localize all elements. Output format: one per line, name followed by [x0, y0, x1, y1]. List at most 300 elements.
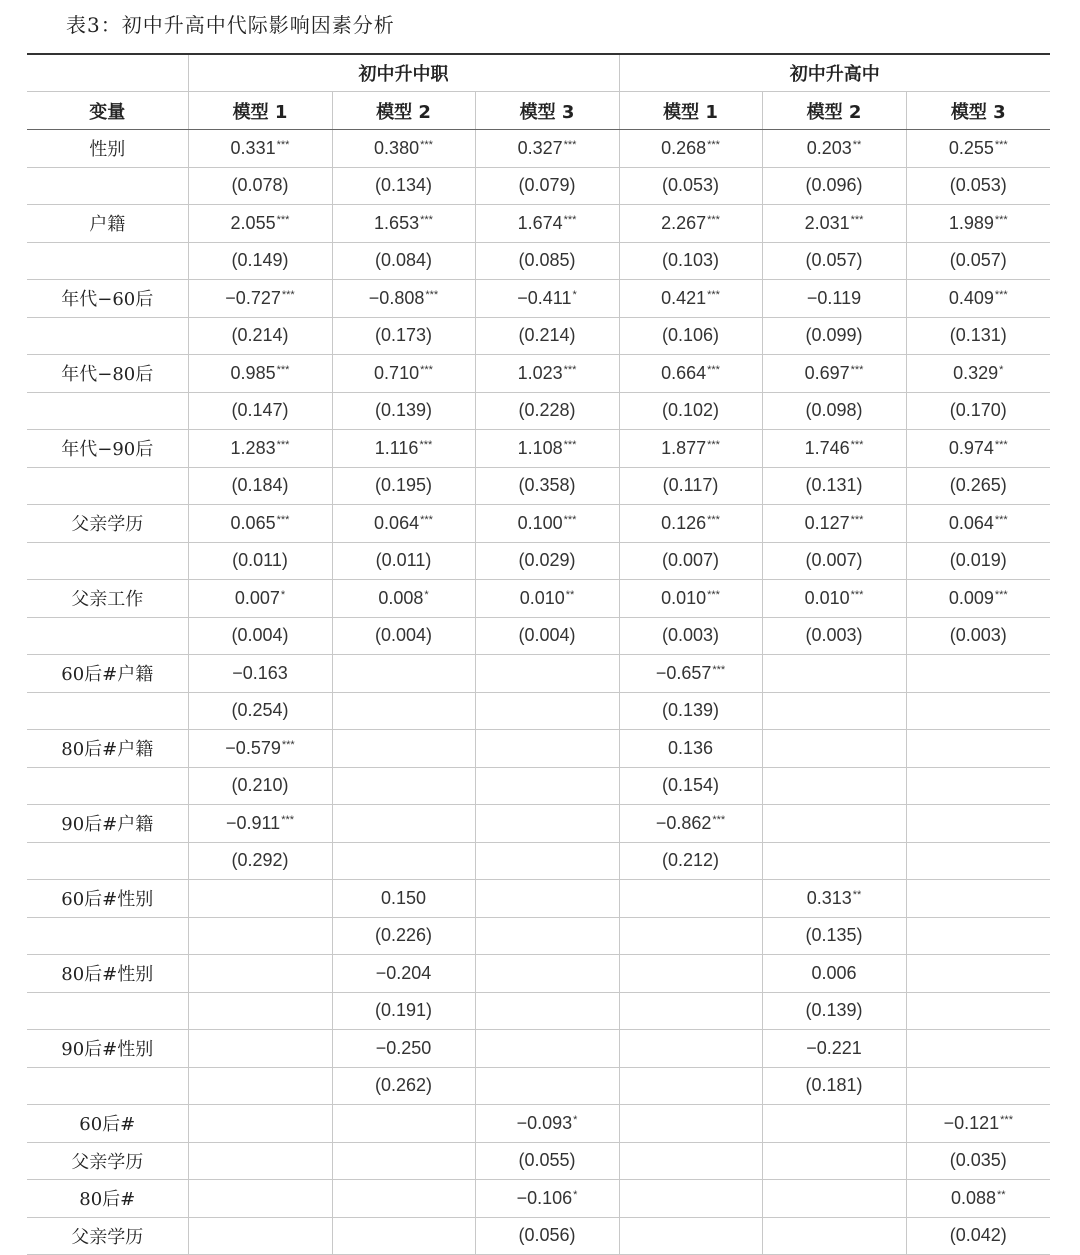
standard-error: 0.019 — [955, 550, 1001, 571]
paren-close: ) — [1000, 550, 1007, 571]
table-cell — [762, 767, 906, 805]
table-cell — [475, 130, 619, 168]
table-cell — [762, 917, 906, 955]
row-label — [27, 692, 188, 730]
table-row — [27, 1030, 1050, 1068]
paren-open: ( — [949, 475, 956, 496]
table-cell — [332, 805, 475, 843]
paren-open: ( — [805, 400, 812, 421]
coefficient: 0.409 — [948, 287, 994, 308]
standard-error: 0.106 — [667, 325, 714, 346]
row-label: 60后#性别 — [27, 880, 188, 918]
table-cell — [332, 1030, 475, 1068]
table-cell — [475, 992, 619, 1030]
paren-open: ( — [805, 250, 812, 271]
table-cell — [906, 280, 1050, 318]
standard-error: 0.056 — [524, 1225, 570, 1246]
table-cell — [475, 467, 619, 505]
table-row — [27, 1067, 1050, 1105]
significance-stars: *** — [563, 513, 577, 526]
row-label: 年代−90后 — [27, 430, 188, 468]
paren-close: ) — [282, 325, 289, 346]
table-cell — [332, 767, 475, 805]
table-cell — [188, 280, 332, 318]
paren-close: ) — [856, 175, 863, 196]
table-cell — [619, 317, 762, 355]
significance-stars: *** — [850, 363, 864, 376]
paren-open: ( — [231, 850, 238, 871]
standard-error: 0.265 — [955, 475, 1001, 496]
standard-error: 0.007 — [811, 550, 857, 571]
paren-open: ( — [949, 175, 956, 196]
table-row — [27, 355, 1050, 393]
table-cell — [475, 355, 619, 393]
standard-error: 0.085 — [524, 250, 570, 271]
table-row — [27, 580, 1050, 618]
table-cell — [619, 505, 762, 543]
significance-stars: *** — [281, 288, 295, 301]
standard-error: 0.173 — [380, 325, 427, 346]
table-cell — [619, 1142, 762, 1180]
significance-stars: ** — [852, 138, 862, 151]
paren-close: ) — [569, 400, 576, 421]
standard-error: 0.210 — [237, 775, 283, 796]
significance-stars: *** — [276, 138, 290, 151]
table-cell — [762, 505, 906, 543]
paren-open: ( — [374, 250, 381, 271]
table-cell — [332, 542, 475, 580]
coefficient: 1.746 — [804, 437, 850, 458]
standard-error: 0.139 — [380, 400, 427, 421]
coefficient: −0.411 — [517, 287, 572, 308]
row-label: 父亲学历 — [27, 505, 188, 543]
coefficient: 0.010 — [661, 587, 707, 608]
table-cell — [762, 617, 906, 655]
paren-close: ) — [569, 250, 576, 271]
table-cell — [188, 205, 332, 243]
coefficient: 0.100 — [517, 512, 563, 533]
table-cell — [906, 1030, 1050, 1068]
standard-error: 0.131 — [955, 325, 1001, 346]
paren-open: ( — [805, 175, 812, 196]
standard-error: 0.195 — [380, 475, 427, 496]
table-cell — [762, 1217, 906, 1255]
table-cell — [188, 805, 332, 843]
paren-open: ( — [661, 175, 668, 196]
table-cell — [188, 1105, 332, 1143]
table-cell — [906, 430, 1050, 468]
significance-stars: *** — [563, 138, 577, 151]
coefficient: 1.877 — [661, 437, 707, 458]
paren-close: ) — [856, 550, 863, 571]
standard-error: 0.139 — [811, 1000, 857, 1021]
table-row — [27, 130, 1050, 168]
paren-close: ) — [1000, 625, 1007, 646]
paren-open: ( — [949, 1225, 956, 1246]
table-cell — [762, 542, 906, 580]
paren-close: ) — [281, 550, 288, 571]
significance-stars: *** — [276, 438, 290, 451]
significance-stars: *** — [850, 213, 864, 226]
table-cell — [619, 1030, 762, 1068]
standard-error: 0.057 — [955, 250, 1001, 271]
model-header: 模型 2 — [762, 92, 906, 130]
coefficient: 0.974 — [948, 437, 994, 458]
table-cell — [332, 167, 475, 205]
standard-error: 0.053 — [955, 175, 1001, 196]
table-cell — [619, 692, 762, 730]
table-cell — [906, 392, 1050, 430]
table-cell — [188, 355, 332, 393]
table-cell — [332, 280, 475, 318]
significance-stars: *** — [276, 213, 290, 226]
standard-error: 0.139 — [667, 700, 714, 721]
table-cell — [332, 130, 475, 168]
table-cell — [762, 355, 906, 393]
standard-error: 0.212 — [667, 850, 714, 871]
paren-close: ) — [425, 550, 432, 571]
table-cell — [762, 205, 906, 243]
standard-error: 0.096 — [811, 175, 857, 196]
table-cell — [332, 617, 475, 655]
significance-stars: *** — [850, 513, 864, 526]
paren-close: ) — [713, 850, 720, 871]
table-cell — [332, 1217, 475, 1255]
table-row — [27, 655, 1050, 693]
table-row — [27, 205, 1050, 243]
standard-error: 0.292 — [237, 850, 283, 871]
paren-open: ( — [661, 400, 668, 421]
table-cell — [619, 167, 762, 205]
table-cell — [332, 692, 475, 730]
table-cell — [762, 955, 906, 993]
table-cell — [619, 617, 762, 655]
coefficient: 0.064 — [948, 512, 994, 533]
table-cell — [619, 880, 762, 918]
table-cell — [188, 655, 332, 693]
coefficient: −0.579 — [225, 737, 281, 758]
table-row — [27, 692, 1050, 730]
significance-stars: *** — [850, 438, 864, 451]
paren-open: ( — [662, 475, 669, 496]
table-cell — [188, 767, 332, 805]
model-header-row — [27, 92, 1050, 130]
paren-close: ) — [569, 325, 576, 346]
coefficient: 0.255 — [948, 137, 994, 158]
paren-open: ( — [949, 1150, 956, 1171]
standard-error: 0.358 — [524, 475, 570, 496]
table-cell — [906, 242, 1050, 280]
table-cell — [619, 1217, 762, 1255]
paren-open: ( — [231, 175, 238, 196]
significance-stars: *** — [419, 438, 433, 451]
table-cell — [906, 692, 1050, 730]
row-label — [27, 842, 188, 880]
paren-close: ) — [569, 550, 576, 571]
table-cell — [475, 955, 619, 993]
paren-open: ( — [231, 775, 238, 796]
paren-close: ) — [713, 250, 720, 271]
table-cell — [188, 467, 332, 505]
paren-close: ) — [1000, 1225, 1007, 1246]
coefficient: 1.116 — [374, 437, 419, 458]
table-row — [27, 392, 1050, 430]
paren-open: ( — [949, 325, 956, 346]
coefficient: 1.023 — [517, 362, 563, 383]
table-row — [27, 767, 1050, 805]
significance-stars: * — [999, 363, 1004, 376]
table-cell — [906, 655, 1050, 693]
table-cell — [906, 317, 1050, 355]
standard-error: 0.254 — [237, 700, 283, 721]
table-cell — [906, 730, 1050, 768]
significance-stars: *** — [420, 363, 433, 376]
table-cell — [619, 1180, 762, 1218]
row-label: 户籍 — [27, 205, 188, 243]
significance-stars: *** — [563, 363, 577, 376]
paren-open: ( — [661, 850, 668, 871]
table-cell — [475, 1067, 619, 1105]
paren-open: ( — [661, 550, 668, 571]
table-cell — [332, 580, 475, 618]
paren-open: ( — [805, 625, 812, 646]
table-cell — [188, 842, 332, 880]
table-cell — [906, 955, 1050, 993]
coefficient: 2.055 — [230, 212, 276, 233]
table-cell — [762, 580, 906, 618]
table-cell — [619, 242, 762, 280]
table-row — [27, 992, 1050, 1030]
standard-error: 0.099 — [811, 325, 857, 346]
paren-close: ) — [282, 775, 289, 796]
table-cell — [906, 1105, 1050, 1143]
standard-error: 0.181 — [811, 1075, 857, 1096]
table-cell — [619, 730, 762, 768]
row-label: 年代−60后 — [27, 280, 188, 318]
row-label: 80后# — [27, 1180, 188, 1218]
paren-close: ) — [426, 1000, 433, 1021]
table-cell — [906, 1180, 1050, 1218]
standard-error: 0.214 — [237, 325, 283, 346]
table-cell — [188, 392, 332, 430]
paren-open: ( — [231, 625, 238, 646]
table-cell — [762, 692, 906, 730]
paren-open: ( — [518, 625, 525, 646]
paren-close: ) — [1000, 250, 1007, 271]
table-row — [27, 505, 1050, 543]
table-cell — [475, 655, 619, 693]
coefficient: 0.664 — [661, 362, 707, 383]
significance-stars: *** — [420, 138, 433, 151]
group-header-highschool: 初中升高中 — [619, 54, 1050, 92]
standard-error: 0.003 — [667, 625, 714, 646]
coefficient: 1.283 — [230, 437, 276, 458]
table-cell — [332, 655, 475, 693]
significance-stars: *** — [707, 588, 720, 601]
standard-error: 0.226 — [380, 925, 427, 946]
paren-open: ( — [805, 550, 812, 571]
table-row — [27, 430, 1050, 468]
table-cell — [188, 242, 332, 280]
table-title: 表3：初中升高中代际影响因素分析 — [66, 13, 395, 37]
coefficient: 0.065 — [230, 512, 276, 533]
coefficient: 0.421 — [661, 287, 707, 308]
coefficient: 2.031 — [804, 212, 850, 233]
significance-stars: *** — [707, 363, 720, 376]
paren-open: ( — [518, 475, 525, 496]
table-row — [27, 317, 1050, 355]
table-cell — [475, 205, 619, 243]
paren-close: ) — [282, 475, 289, 496]
paren-open: ( — [518, 1225, 525, 1246]
paren-open: ( — [805, 475, 812, 496]
coefficient: 0.203 — [806, 137, 852, 158]
paren-open: ( — [661, 700, 668, 721]
standard-error: 0.029 — [524, 550, 570, 571]
table-cell — [188, 730, 332, 768]
significance-stars: *** — [712, 663, 726, 676]
table-cell — [762, 467, 906, 505]
group-header-vocational: 初中升中职 — [188, 54, 619, 92]
model-header: 模型 1 — [188, 92, 332, 130]
table-cell — [906, 917, 1050, 955]
standard-error: 0.098 — [811, 400, 857, 421]
coefficient: 0.268 — [661, 137, 707, 158]
standard-error: 0.134 — [380, 175, 427, 196]
significance-stars: *** — [276, 513, 290, 526]
table-cell — [906, 1067, 1050, 1105]
coefficient: 2.267 — [661, 212, 707, 233]
standard-error: 0.135 — [811, 925, 857, 946]
standard-error: 0.035 — [955, 1150, 1001, 1171]
standard-error: 0.004 — [237, 625, 283, 646]
paren-open: ( — [949, 550, 956, 571]
standard-error: 0.214 — [524, 325, 570, 346]
coefficient: 0.064 — [374, 512, 420, 533]
coefficient: −0.808 — [368, 287, 425, 308]
coefficient: 0.313 — [806, 887, 852, 908]
table-cell — [906, 505, 1050, 543]
paren-open: ( — [518, 550, 525, 571]
row-label: 父亲工作 — [27, 580, 188, 618]
table-cell — [906, 992, 1050, 1030]
coefficient: 1.108 — [517, 437, 563, 458]
paren-close: ) — [1000, 325, 1007, 346]
paren-open: ( — [949, 400, 956, 421]
row-label: 父亲学历 — [27, 1142, 188, 1180]
coefficient: −0.163 — [232, 662, 288, 683]
table-cell — [188, 692, 332, 730]
table-cell — [906, 617, 1050, 655]
row-label — [27, 317, 188, 355]
table-cell — [475, 430, 619, 468]
paren-close: ) — [713, 325, 720, 346]
coefficient: 0.088 — [950, 1187, 997, 1208]
paren-open: ( — [231, 400, 238, 421]
table-cell — [332, 467, 475, 505]
table-row — [27, 617, 1050, 655]
table-cell — [475, 280, 619, 318]
paren-open: ( — [518, 250, 525, 271]
coefficient: 0.710 — [374, 362, 420, 383]
coefficient: −0.727 — [225, 287, 281, 308]
table-cell — [762, 1105, 906, 1143]
table-cell — [762, 1142, 906, 1180]
table-row — [27, 542, 1050, 580]
standard-error: 0.042 — [955, 1225, 1001, 1246]
paren-open: ( — [374, 400, 381, 421]
significance-stars: *** — [420, 513, 433, 526]
table-cell — [906, 205, 1050, 243]
table-row — [27, 467, 1050, 505]
table-cell — [475, 242, 619, 280]
significance-stars: * — [572, 288, 577, 301]
paren-close: ) — [426, 1075, 433, 1096]
paren-close: ) — [426, 175, 433, 196]
table-cell — [762, 1180, 906, 1218]
table-cell — [188, 1067, 332, 1105]
paren-open: ( — [805, 925, 812, 946]
coefficient: −0.221 — [806, 1037, 862, 1058]
variable-header: 变量 — [27, 92, 188, 130]
significance-stars: *** — [994, 513, 1008, 526]
table-cell — [332, 505, 475, 543]
table-cell — [762, 280, 906, 318]
paren-close: ) — [856, 925, 863, 946]
paren-close: ) — [1000, 475, 1007, 496]
paren-close: ) — [713, 175, 720, 196]
table-cell — [906, 767, 1050, 805]
paren-close: ) — [713, 625, 720, 646]
table-cell — [619, 767, 762, 805]
table-row — [27, 280, 1050, 318]
paren-close: ) — [282, 700, 289, 721]
regression-table — [27, 53, 1050, 1255]
table-row — [27, 1217, 1050, 1255]
row-label — [27, 917, 188, 955]
paren-open: ( — [805, 1000, 812, 1021]
standard-error: 0.149 — [237, 250, 283, 271]
table-cell — [762, 1067, 906, 1105]
table-cell — [906, 1217, 1050, 1255]
significance-stars: *** — [850, 588, 864, 601]
paren-open: ( — [805, 1075, 812, 1096]
table-cell — [906, 130, 1050, 168]
standard-error: 0.004 — [380, 625, 427, 646]
table-cell — [332, 955, 475, 993]
paren-open: ( — [661, 325, 668, 346]
table-cell — [332, 917, 475, 955]
paren-open: ( — [661, 775, 668, 796]
paren-close: ) — [856, 1075, 863, 1096]
paren-close: ) — [282, 250, 289, 271]
table-row — [27, 730, 1050, 768]
table-cell — [332, 1105, 475, 1143]
table-cell — [475, 1142, 619, 1180]
standard-error: 0.079 — [524, 175, 570, 196]
group-header-blank — [27, 54, 188, 92]
table-cell — [619, 917, 762, 955]
coefficient: 0.380 — [374, 137, 420, 158]
significance-stars: *** — [707, 213, 720, 226]
table-cell — [332, 842, 475, 880]
coefficient: 1.653 — [374, 212, 420, 233]
table-cell — [906, 880, 1050, 918]
table-cell — [762, 842, 906, 880]
table-cell — [762, 317, 906, 355]
paren-close: ) — [426, 925, 433, 946]
table-cell — [619, 992, 762, 1030]
